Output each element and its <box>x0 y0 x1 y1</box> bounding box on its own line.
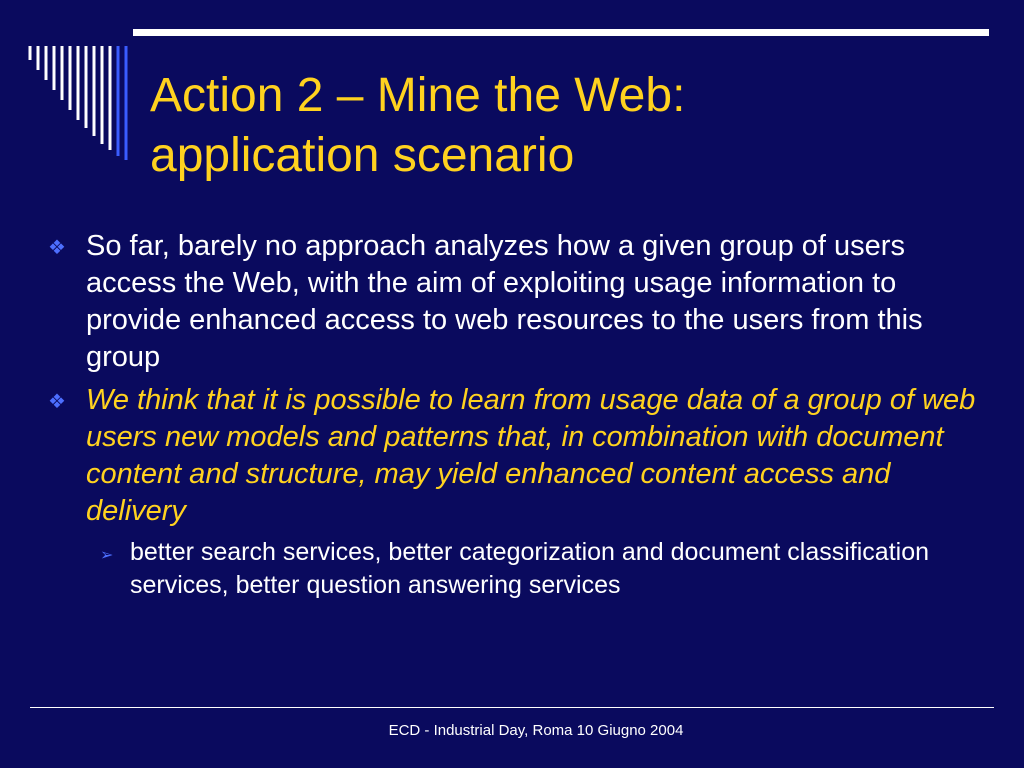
slide-content <box>48 228 978 602</box>
bullet-text: So far, barely no approach analyzes how a given group of users access the Web, with the aim of exploiting usage information to provide enhanced access to web resources to the users from this group <box>86 230 923 373</box>
slide-title <box>150 66 970 186</box>
arrow-bullet-icon: ➢ <box>100 547 114 564</box>
bullet-item-emphasis <box>48 382 978 530</box>
title-line-1: Action 2 – Mine the Web: <box>150 69 686 122</box>
bullet-text: We think that it is possible to learn from usage data of a group of web users new models and patterns that, in combination with document content and structure, may yield enhanced content access and delivery <box>86 384 976 527</box>
sub-bullet-item <box>100 536 978 602</box>
decorative-stripes-icon <box>0 0 140 170</box>
title-line-2: application scenario <box>150 129 575 182</box>
slide-footer: ECD - Industrial Day, Roma 10 Giugno 2004 <box>388 722 684 739</box>
bullet-item <box>48 228 978 376</box>
sub-bullet-text: better search services, better categorization and document classification services, better question answering services <box>130 538 930 599</box>
diamond-bullet-icon: ❖ <box>48 391 66 413</box>
diamond-bullet-icon: ❖ <box>48 237 66 259</box>
bottom-rule <box>30 707 994 708</box>
top-rule <box>133 29 989 36</box>
